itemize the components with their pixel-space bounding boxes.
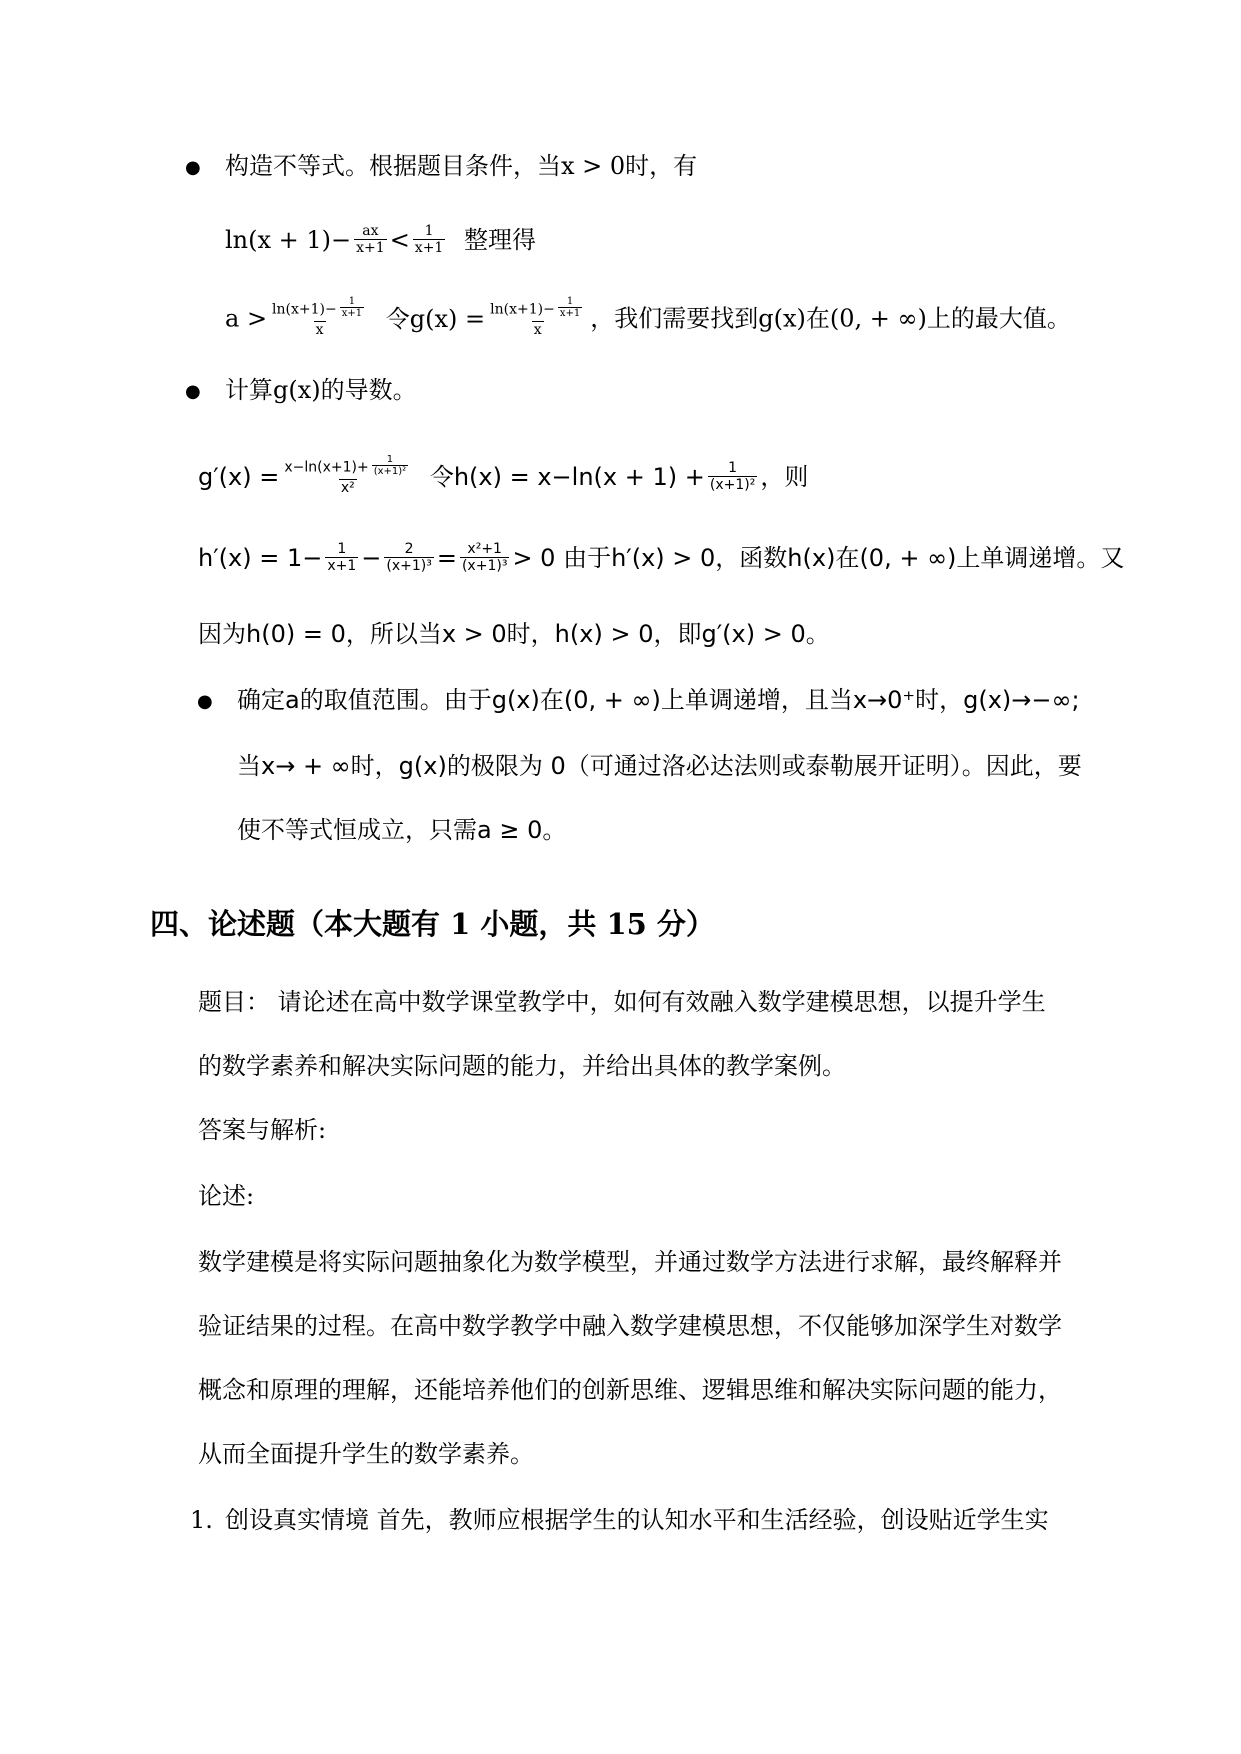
h-prime-line: h′(x) = 1− $\frac{1}{x+1}$ − $\frac{2}{\text{(x+1)³}}$ = $\frac{\text{x²+1}}{\text{(x+1)³}}$ > 0 由于h′(x) > 0，函数h(x)在(0, + ∞)上单调递增。又 [198, 540, 1125, 574]
fraction: ln(x+1)− $\frac{1}{x+1}$ x [490, 296, 581, 338]
list-item-text: 创设真实情境 首先，教师应根据学生的认知水平和生活经验，创设贴近学生实 [225, 1506, 1049, 1534]
fraction: $\frac{1}{x+1}$ [327, 540, 357, 574]
section-heading: 四、论述题（本大题有 1 小题，共 15 分） [150, 907, 715, 941]
fraction: $\frac{1}{x+1}$ [414, 223, 444, 256]
ineq-tail: 整理得 [463, 226, 536, 254]
question-line1: 题目： 请论述在高中数学课堂教学中，如何有效融入数学建模思想，以提升学生 [198, 988, 1046, 1016]
discuss-label: 论述: [198, 1182, 255, 1210]
bullet-dot: ● [197, 691, 213, 712]
paragraph-line4: 从而全面提升学生的数学素养。 [198, 1440, 534, 1468]
step3-line3: 使不等式恒成立，只需a ≥ 0。 [237, 816, 567, 844]
step3-line1: 确定a的取值范围。由于g(x)在(0, + ∞)上单调递增，且当x→0⁺时，g(x)→−∞; [237, 686, 1080, 714]
g-tail: ，我们需要找到g(x)在(0, + ∞)上的最大值。 [590, 304, 1071, 333]
h-zero-line: 因为h(0) = 0，所以当x > 0时，h(x) > 0，即g′(x) > 0。 [198, 620, 830, 648]
let-g: 令g(x) = [385, 304, 486, 333]
ineq-left: ln(x + 1)− [225, 226, 352, 254]
question-line2: 的数学素养和解决实际问题的能力，并给出具体的教学案例。 [198, 1052, 846, 1080]
fraction: $\frac{\text{x²+1}}{\text{(x+1)³}}$ [461, 540, 508, 574]
paragraph-line2: 验证结果的过程。在高中数学教学中融入数学建模思想，不仅能够加深学生对数学 [198, 1312, 1062, 1340]
g-prime-line: g′(x) = x−ln(x+1)+ $\frac{1}{\text{(x+1)²}}$ x² 令h(x) = x−ln(x + 1) + $\frac{1}{\text{(x+1)²}}$ ，则 [198, 454, 809, 496]
step3-line2: 当x→ + ∞时，g(x)的极限为 0（可通过洛必达法则或泰勒展开证明）。因此，要 [237, 752, 1082, 780]
bullet-dot: ● [185, 157, 201, 178]
fraction: ln(x+1)− $\frac{1}{x+1}$ x [272, 296, 363, 338]
fraction: $\frac{1}{\text{(x+1)²}}$ [709, 459, 756, 493]
paragraph-line1: 数学建模是将实际问题抽象化为数学模型，并通过数学方法进行求解，最终解释并 [198, 1248, 1062, 1276]
paragraph-line3: 概念和原理的理解，还能培养他们的创新思维、逻辑思维和解决实际问题的能力， [198, 1376, 1062, 1404]
step2-title: 计算g(x)的导数。 [225, 376, 417, 404]
inequality-line [225, 224, 536, 258]
fraction: $\frac{2}{\text{(x+1)³}}$ [386, 540, 432, 574]
answer-label: 答案与解析: [198, 1116, 327, 1144]
less-than: < [389, 226, 410, 254]
fraction: $\frac{ax}{x+1}$ [356, 223, 385, 256]
list-item-number: 1. [190, 1506, 213, 1534]
a-gt: a > [225, 304, 268, 333]
fraction: x−ln(x+1)+ $\frac{1}{\text{(x+1)²}}$ x² [284, 454, 407, 496]
a-inequality-line [225, 296, 1071, 340]
step1-title: 构造不等式。根据题目条件，当x > 0时，有 [225, 152, 698, 180]
bullet-dot: ● [185, 381, 201, 402]
